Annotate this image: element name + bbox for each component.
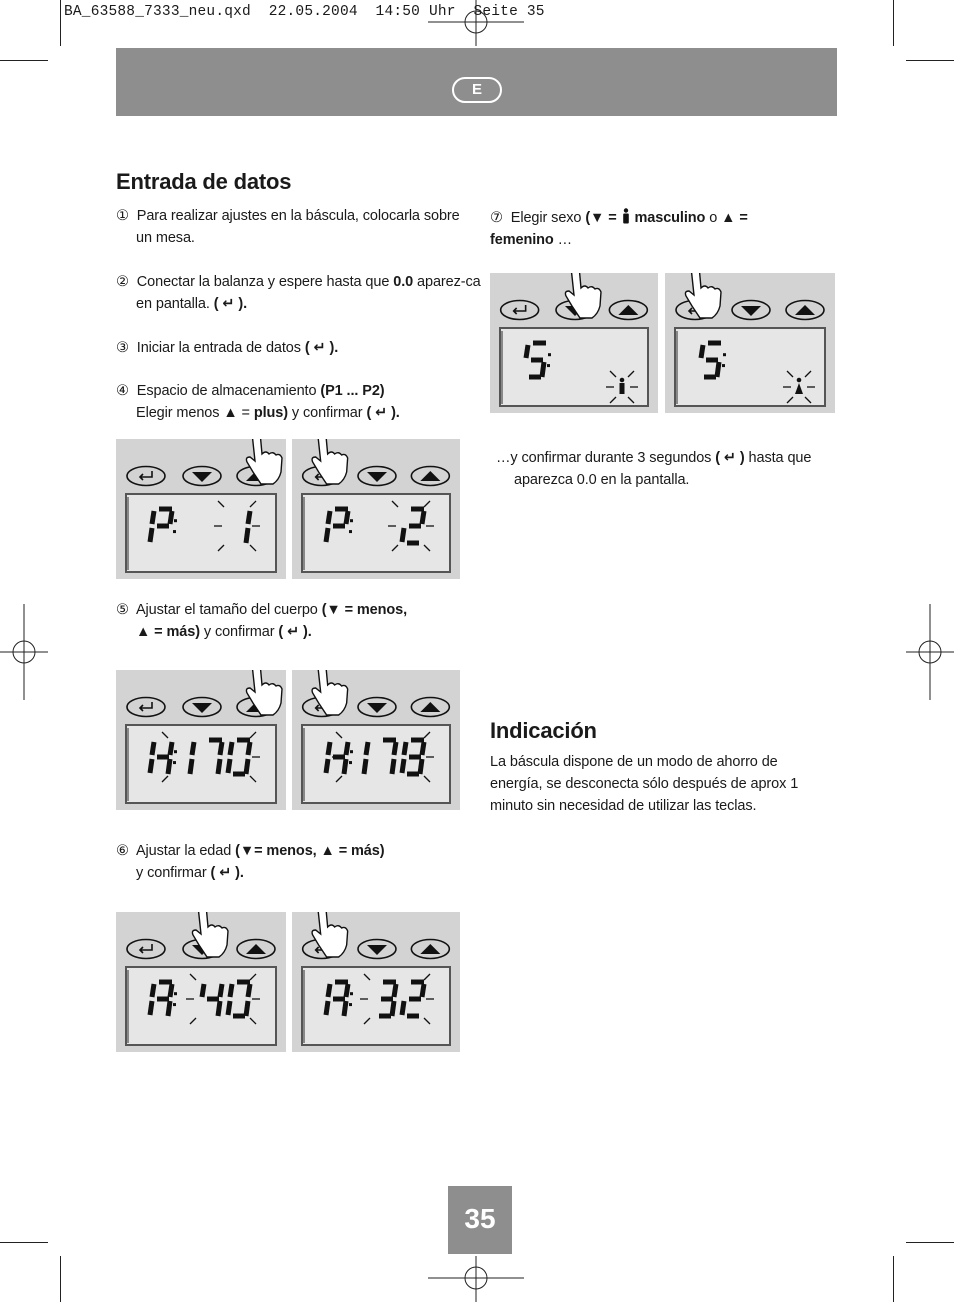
- registration-mark-bottom: [428, 1256, 524, 1302]
- lcd-svg: [292, 912, 460, 1052]
- step-6: ⑥ Ajustar la edad (▼= menos, ▲ = más) y confirmar ( ↵ ).: [116, 843, 385, 881]
- lcd-screen: [675, 328, 825, 406]
- lcd-segment: [328, 984, 330, 997]
- lcd-segment: [392, 1001, 394, 1016]
- lcd-segment: [150, 528, 152, 542]
- down-triangle: [367, 703, 387, 713]
- up-key-icon: [411, 940, 449, 959]
- down-triangle: [192, 472, 212, 482]
- male-icon: [621, 208, 631, 224]
- lcd-segment: [220, 984, 222, 997]
- section-title-entrada: Entrada de datos: [116, 169, 292, 194]
- lcd-svg: [116, 670, 286, 810]
- lcd-segment: [152, 511, 154, 524]
- indicacion-text: La báscula dispone de un modo de ahorro de energía, se desconecta sólo después de aprox 1 minuto sin necesidad de utilizar las teclas.: [490, 754, 799, 814]
- key-outline: [127, 698, 165, 717]
- file-slug: BA_63588_7333_neu.qxd 22.05.2004 14:50 Uhr Seite 35: [64, 4, 545, 20]
- key-outline: [127, 940, 165, 959]
- enter-arrow: [514, 305, 526, 314]
- person-head: [620, 378, 625, 383]
- person-body: [620, 383, 625, 394]
- lcd-segment: [152, 984, 154, 997]
- lcd-segment: [404, 742, 406, 755]
- lcd-segment: [228, 759, 230, 773]
- step-1: ① Para realizar ajustes en la báscula, colocarla sobre un mesa.: [116, 208, 460, 246]
- lcd-segment: [202, 984, 204, 997]
- lcd-colon-dot: [173, 1003, 176, 1006]
- lcd-colon-dot: [173, 530, 176, 533]
- enter-arrow: [140, 471, 152, 480]
- lcd-segment: [402, 759, 404, 773]
- lcd-segment: [248, 742, 250, 755]
- step-4: ④ Espacio de almacenamiento (P1 ... P2) Elegir menos ▲ = plus) y confirmar ( ↵ ).: [116, 383, 400, 421]
- lcd-colon-dot: [349, 761, 352, 764]
- down-key-icon: [358, 698, 396, 717]
- lcd-segment: [346, 984, 348, 997]
- up-triangle: [795, 305, 815, 315]
- lcd-svg: [490, 273, 658, 413]
- lcd-segment: [344, 1001, 346, 1016]
- enter-arrow: [140, 944, 152, 953]
- down-triangle: [741, 306, 761, 316]
- up-triangle: [420, 702, 440, 712]
- up-triangle: [618, 305, 638, 315]
- up-key-icon: [786, 301, 824, 320]
- lcd-segment: [422, 984, 424, 997]
- lcd-svg: [116, 439, 286, 579]
- lcd-display-a32: [292, 912, 460, 1052]
- lcd-screen: [500, 328, 648, 406]
- lcd-colon-dot: [350, 519, 353, 522]
- lcd-segment: [230, 742, 232, 755]
- enter-key-icon: [127, 698, 165, 717]
- lcd-display-h178: [292, 670, 460, 810]
- lcd-svg: [292, 439, 460, 579]
- enter-key-icon: [501, 301, 539, 320]
- lcd-segment: [701, 345, 703, 358]
- lcd-segment: [230, 984, 232, 997]
- registration-mark-right: [906, 604, 954, 700]
- lcd-segment: [392, 759, 394, 774]
- lcd-segment: [246, 528, 248, 543]
- lcd-colon-dot: [173, 761, 176, 764]
- step-5: ⑤ Ajustar el tamaño del cuerpo (▼ = menos, ▲ = más) y confirmar ( ↵ ).: [116, 602, 408, 640]
- lcd-segment: [366, 742, 368, 755]
- lcd-segment: [170, 984, 172, 997]
- lcd-colon-dot: [349, 1003, 352, 1006]
- lcd-colon-dot: [174, 992, 177, 995]
- lcd-screen: [302, 494, 450, 572]
- enter-arrow: [140, 702, 152, 711]
- lcd-segment: [326, 759, 328, 773]
- lcd-segment: [422, 742, 424, 755]
- lcd-colon-dot: [350, 992, 353, 995]
- lcd-segment: [364, 759, 366, 774]
- lcd-segment: [394, 742, 396, 755]
- lcd-segment: [402, 528, 404, 542]
- up-key-icon: [609, 301, 647, 320]
- lcd-segment: [170, 511, 172, 524]
- lcd-display-h170: [116, 670, 286, 810]
- lcd-segment: [168, 1001, 170, 1016]
- lcd-display-p2: [292, 439, 460, 579]
- lcd-display-sex-male: [490, 273, 658, 413]
- down-triangle: [192, 703, 212, 713]
- registration-mark-top: [428, 0, 524, 46]
- lcd-segment: [248, 984, 250, 997]
- lcd-segment: [228, 1001, 230, 1015]
- lcd-segment: [328, 742, 330, 755]
- lcd-segment: [526, 345, 528, 358]
- down-key-icon: [732, 301, 770, 320]
- lcd-segment: [192, 742, 194, 755]
- lcd-colon-dot: [723, 353, 726, 356]
- step-7: ⑦ Elegir sexo (▼ = masculino o ▲ = femenino …: [490, 210, 748, 248]
- lcd-colon-dot: [547, 364, 550, 367]
- down-key-icon: [358, 467, 396, 486]
- lcd-segment: [328, 511, 330, 524]
- up-key-icon: [237, 940, 275, 959]
- person-head: [797, 378, 802, 383]
- lcd-colon-dot: [174, 519, 177, 522]
- lcd-segment: [542, 362, 544, 377]
- lcd-colon-dot: [174, 750, 177, 753]
- lcd-segment: [218, 759, 220, 774]
- lcd-segment: [344, 759, 346, 774]
- up-key-icon: [411, 698, 449, 717]
- down-key-icon: [183, 467, 221, 486]
- down-key-icon: [183, 698, 221, 717]
- page-number: 35: [448, 1186, 512, 1254]
- up-triangle: [420, 944, 440, 954]
- lcd-screen: [302, 967, 450, 1045]
- lcd-segment: [168, 759, 170, 774]
- lcd-segment: [326, 1001, 328, 1015]
- lcd-colon-dot: [349, 530, 352, 533]
- lcd-segment: [150, 1001, 152, 1015]
- up-triangle: [420, 471, 440, 481]
- lcd-segment: [326, 528, 328, 542]
- lcd-segment: [246, 759, 248, 774]
- up-triangle: [246, 944, 266, 954]
- lcd-segment: [150, 759, 152, 773]
- lcd-svg: [116, 912, 286, 1052]
- lcd-segment: [422, 511, 424, 524]
- lcd-colon-dot: [722, 364, 725, 367]
- down-triangle: [367, 472, 387, 482]
- lcd-segment: [717, 362, 719, 377]
- lcd-screen: [302, 725, 450, 803]
- step-3: ③ Iniciar la entrada de datos ( ↵ ).: [116, 340, 339, 356]
- lcd-colon-dot: [350, 750, 353, 753]
- lcd-display-p1: [116, 439, 286, 579]
- down-triangle: [367, 945, 387, 955]
- lcd-segment: [220, 742, 222, 755]
- lcd-segment: [190, 759, 192, 774]
- lcd-segment: [346, 511, 348, 524]
- lcd-segment: [152, 742, 154, 755]
- step-2: ② Conectar la balanza y espere hasta que 0.0 aparez-ca en pantalla. ( ↵ ).: [116, 274, 481, 312]
- lcd-segment: [346, 742, 348, 755]
- key-outline: [127, 467, 165, 486]
- enter-key-icon: [127, 940, 165, 959]
- lcd-display-a40: [116, 912, 286, 1052]
- up-key-icon: [411, 467, 449, 486]
- lcd-screen: [126, 725, 276, 803]
- lcd-segment: [402, 1001, 404, 1015]
- lcd-svg: [665, 273, 835, 413]
- registration-mark-left: [0, 604, 48, 700]
- enter-key-icon: [127, 467, 165, 486]
- lcd-segment: [170, 742, 172, 755]
- key-outline: [501, 301, 539, 320]
- down-key-icon: [358, 940, 396, 959]
- lcd-segment: [248, 511, 250, 524]
- confirm-3-seconds: …y confirmar durante 3 segundos ( ↵ ) hasta que aparezca 0.0 en la pantalla.: [496, 450, 812, 488]
- lcd-colon-dot: [548, 353, 551, 356]
- lcd-screen: [126, 967, 276, 1045]
- lcd-screen: [126, 494, 276, 572]
- lcd-segment: [420, 759, 422, 774]
- lcd-segment: [394, 984, 396, 997]
- lcd-svg: [292, 670, 460, 810]
- language-badge: E: [452, 77, 502, 103]
- lcd-segment: [246, 1001, 248, 1016]
- lcd-display-sex-female: [665, 273, 835, 413]
- section-title-indicacion: Indicación: [490, 718, 597, 743]
- lcd-segment: [218, 1001, 220, 1016]
